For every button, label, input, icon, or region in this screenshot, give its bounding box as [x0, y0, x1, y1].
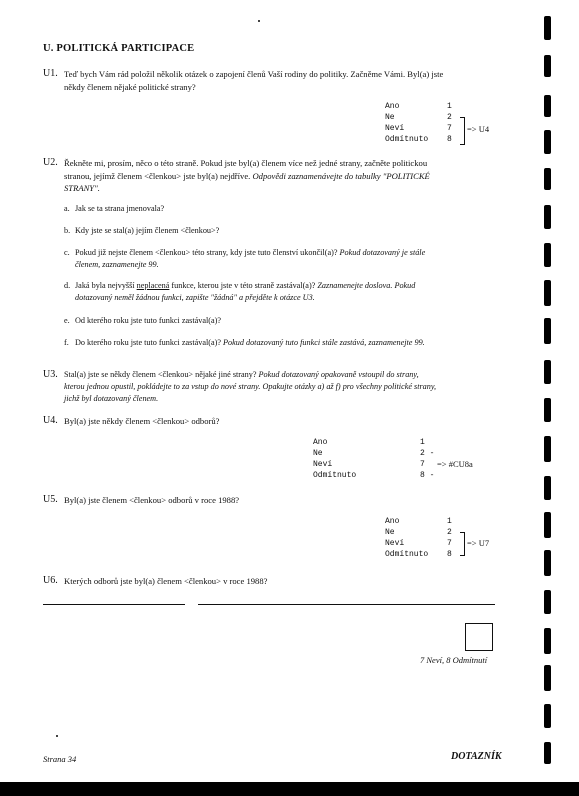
question-number-u4: U4.	[43, 415, 58, 426]
scan-edge-mark	[544, 318, 551, 344]
question-text-u2	[64, 157, 534, 195]
scan-edge-mark	[544, 205, 551, 229]
scan-edge-mark	[544, 55, 551, 77]
subquestion-text: Do kterého roku jste tuto funkci zastával(a)?	[75, 338, 221, 347]
scan-speck	[56, 735, 58, 737]
skip-instruction-u4: => #CU8a	[437, 459, 473, 469]
question-text-line: Teď bych Vám rád položil několik otázek o zapojení členů Vaší rodiny do politiky. Začněme Vámi. Byl(a) jste	[64, 69, 444, 79]
response-label: Neví	[313, 460, 333, 469]
answer-line[interactable]	[43, 604, 185, 605]
question-text-u1	[64, 68, 534, 93]
subquestion-label: d.	[64, 281, 71, 290]
scan-edge-mark	[544, 628, 551, 654]
response-options-u5	[385, 516, 428, 560]
response-label: Ano	[313, 438, 328, 447]
question-text-u4: Byl(a) jste někdy členem <členkou> odborů?	[64, 416, 220, 426]
instruction-text: jichž byl dotazovaný členem.	[64, 394, 159, 403]
answer-code-box[interactable]	[465, 623, 493, 651]
response-options-u4	[313, 437, 356, 481]
instruction-text: STRANY".	[64, 183, 100, 193]
instruction-text: Pokud dotazovaný je stále	[339, 248, 426, 257]
response-code[interactable]: 2	[447, 528, 452, 537]
response-code[interactable]: 1	[447, 102, 452, 111]
response-label: Ano	[385, 517, 400, 526]
question-number-u2: U2.	[43, 157, 58, 168]
scan-edge-mark	[544, 95, 551, 117]
skip-instruction-u1: => U4	[467, 124, 490, 134]
question-text-line: Řekněte mi, prosím, něco o této straně. Pokud jste byl(a) členem více než jedné strany, začněte politickou	[64, 158, 428, 168]
response-label: Ne	[313, 449, 323, 458]
skip-bracket	[460, 532, 465, 556]
question-text-line	[64, 170, 534, 183]
scan-edge-mark	[544, 704, 551, 728]
subquestion-text: Jaká byla nejvyšší	[75, 281, 135, 290]
subquestion-b	[64, 225, 219, 237]
response-label: Ne	[385, 113, 395, 122]
subquestion-text: Pokud již nejste členem <členkou> této strany, kdy jste tuto členství ukončil(a)?	[75, 248, 338, 257]
instruction-text: kterou jednou opustil, pokládejte to za vstup do nové strany. Opakujte otázky a) až f) pro všechny politické strany,	[64, 382, 437, 391]
subquestion-text: Od kterého roku jste tuto funkci zastával(a)?	[75, 316, 221, 325]
document-label: DOTAZNÍK	[451, 751, 502, 762]
scan-edge-mark	[544, 665, 551, 691]
response-label: Odmítnuto	[385, 550, 429, 559]
subquestion-text: Kdy jste se stal(a) jejím členem <členkou>?	[75, 226, 220, 235]
scan-edge-mark	[544, 476, 551, 500]
scan-edge-mark	[544, 512, 551, 538]
scan-edge-mark	[544, 243, 551, 267]
response-label: Odmítnuto	[313, 471, 357, 480]
instruction-text: Zaznamenejte doslova. Pokud	[317, 281, 416, 290]
response-codes-u4	[420, 437, 434, 481]
response-options-u1	[385, 101, 428, 145]
question-text-u3	[64, 369, 534, 405]
page-number: Strana 34	[43, 754, 77, 764]
response-code[interactable]: 8 -	[420, 471, 435, 480]
scan-edge-mark	[544, 398, 551, 422]
subquestion-f	[64, 337, 425, 349]
scan-edge-mark	[544, 590, 551, 614]
subquestion-label: b.	[64, 226, 71, 235]
response-code[interactable]: 7	[420, 460, 425, 469]
scan-edge-mark	[544, 742, 551, 764]
scan-speck	[258, 20, 260, 22]
subquestion-label: e.	[64, 316, 70, 325]
response-code[interactable]: 7	[447, 124, 452, 133]
instruction-text: Pokud dotazovaný opakovaně vstoupil do strany,	[258, 370, 419, 379]
response-label: Neví	[385, 124, 405, 133]
question-text-span: stranou, jejímž členem <členkou> jste byl(a) nejdříve.	[64, 170, 251, 181]
subquestion-a	[64, 203, 164, 215]
scan-edge-mark	[544, 360, 551, 384]
question-number-u1: U1.	[43, 68, 58, 79]
response-label: Ne	[385, 528, 395, 537]
section-title: U. POLITICKÁ PARTICIPACE	[43, 43, 195, 54]
instruction-text: Pokud dotazovaný tuto funkci stále zastává, zaznamenejte 99.	[223, 338, 425, 347]
instruction-text: Odpovědi zaznamenávejte do tabulky "POLITICKÉ	[252, 170, 430, 181]
answer-line[interactable]	[198, 604, 495, 605]
question-text-u5: Byl(a) jste členem <členkou> odborů v roce 1988?	[64, 495, 240, 505]
response-code[interactable]: 1	[447, 517, 452, 526]
skip-bracket	[460, 117, 465, 145]
response-label: Neví	[385, 539, 405, 548]
subquestion-text: funkce, kterou jste v této straně zastával(a)?	[171, 281, 316, 290]
response-code[interactable]: 2	[447, 113, 452, 122]
scan-edge-mark	[544, 436, 551, 462]
subquestion-c	[64, 247, 504, 271]
question-number-u3: U3.	[43, 369, 58, 380]
question-number-u6: U6.	[43, 575, 58, 586]
scan-bottom-border	[0, 782, 579, 796]
response-code[interactable]: 2 -	[420, 449, 435, 458]
response-code[interactable]: 8	[447, 550, 452, 559]
question-text-line: někdy členem nějaké politické strany?	[64, 81, 196, 92]
scan-edge-mark	[544, 168, 551, 190]
instruction-text: dotazovaný neměl žádnou funkci, zapište "žádná" a přejděte k otázce U3.	[75, 293, 315, 302]
response-label: Ano	[385, 102, 400, 111]
subquestion-text: Jak se ta strana jmenovala?	[75, 204, 165, 213]
subquestion-label: f.	[64, 338, 69, 347]
scan-edge-mark	[544, 16, 551, 40]
instruction-text: členem, zaznamenejte 99.	[75, 260, 159, 269]
response-code[interactable]: 1	[420, 438, 425, 447]
scan-edge-mark	[544, 550, 551, 576]
code-note-u6: 7 Neví, 8 Odmítnutí	[420, 655, 488, 665]
subquestion-label: c.	[64, 248, 70, 257]
question-text-span: Stal(a) jste se někdy členem <členkou> nějaké jiné strany?	[64, 370, 257, 379]
response-codes-u5	[447, 516, 452, 560]
underlined-text: neplacená	[136, 281, 170, 290]
question-number-u5: U5.	[43, 494, 58, 505]
scan-edge-mark	[544, 280, 551, 306]
subquestion-e	[64, 315, 221, 327]
response-code[interactable]: 7	[447, 539, 452, 548]
skip-instruction-u5: => U7	[467, 538, 490, 548]
scan-edge-mark	[544, 130, 551, 154]
question-text-u6: Kterých odborů jste byl(a) členem <členkou> v roce 1988?	[64, 576, 268, 586]
subquestion-label: a.	[64, 204, 70, 213]
subquestion-d	[64, 280, 504, 304]
response-label: Odmítnuto	[385, 135, 429, 144]
response-codes-u1	[447, 101, 452, 145]
response-code[interactable]: 8	[447, 135, 452, 144]
